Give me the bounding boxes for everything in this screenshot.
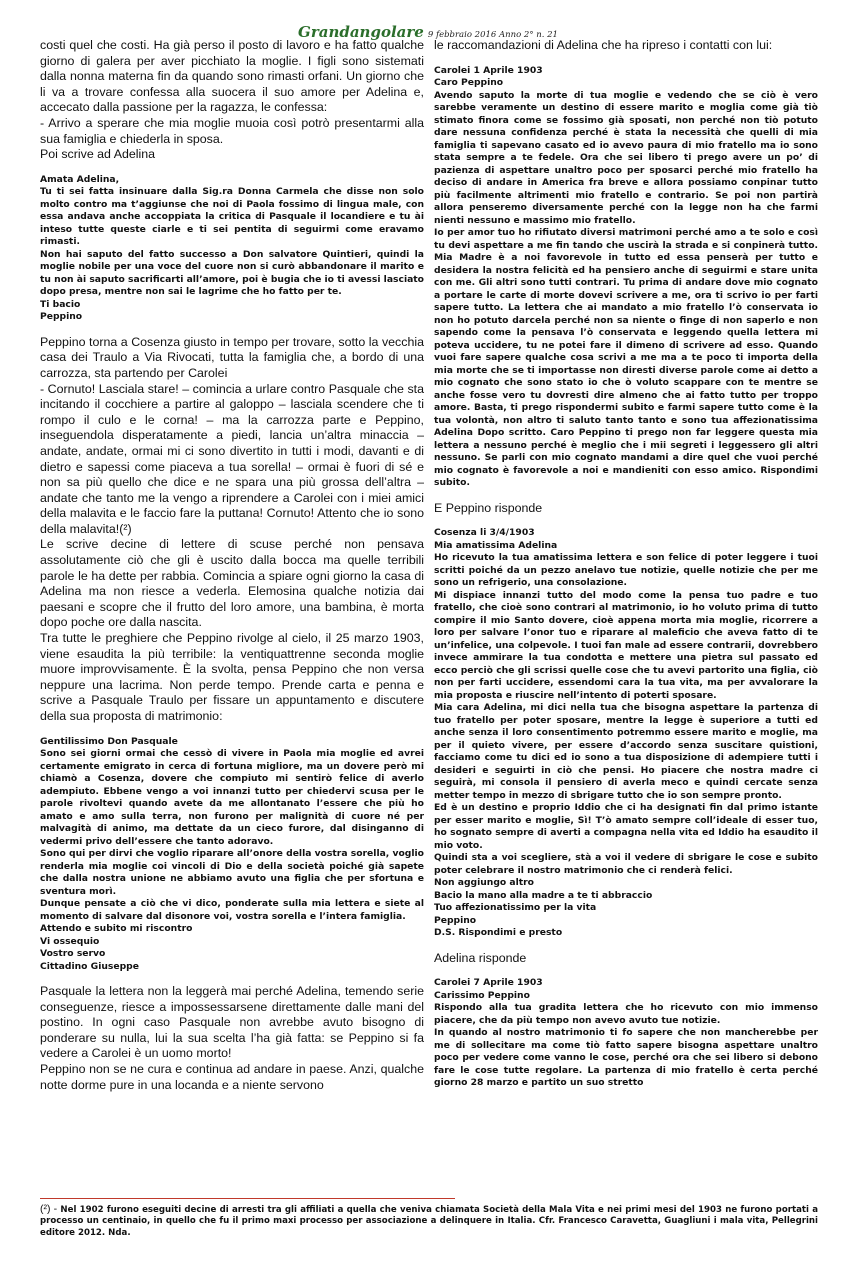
letter-paragraph: Vi ossequio (40, 935, 100, 947)
footnote-text: Nel 1902 furono eseguiti decine di arresti tra gli affiliati a quella che veniva chiamata Società della Mala Vita e nei primi mesi del 1903 ne furono portati a processo un centinaio, in quello che fu il primo maxi processo per associazione a delinquere in Italia. Cfr. Francesco Caravetta, Guagliuni i mala vita, Pellegrini editore 2012. Nda. (40, 1205, 818, 1238)
body-paragraph: Adelina risponde (434, 950, 527, 965)
letter-paragraph: Peppino (434, 914, 477, 926)
letter-paragraph: Ed è un destino e proprio Iddio che ci ha designati fin dal primo istante per esser marito e moglie, Sì! T’ò amato sempre coll’ideale di esser tuo, ho sognato sempre di averti a compagna nella vita ed Iddio ha esaudito il mio voto. (434, 802, 818, 851)
body-paragraph: - Cornuto! Lasciala stare! – comincia a urlare contro Pasquale che sta incitando il cocchiere a partire al galoppo – lasciala scendere che ti rompo il culo e le corna! – ma la carrozza parte e Peppino, inseguendola disperatamente a piedi, lancia un’altra minaccia – andate, andate, ormai mi ci sono divertito in tutti i modi, davanti e di dietro e sapessi come piaceva a tua sorella! – ormai è fuori di sé e non sa più quello che dice e ne spara una più grossa dell’altra – andate che tanto me la vengo a riprendere a Carolei con i miei amici della malavita e le faccio fare la puttana! Cornuto! Attento che io sono della malavita!(²) (40, 381, 424, 536)
magazine-title: Grandangolare (298, 23, 424, 41)
letter-paragraph: Cittadino Giuseppe (40, 960, 139, 972)
letter-paragraph: In quando al nostro matrimonio ti fo sapere che non mancherebbe per me di sollecitare ma come tiò fatto sapere bisogna aspettare unaltro poco per vedere come vanno le cose, perché ora che sei libero si debono fare le cose tutte regolare. La partenza di mio fratello è certa perché giorno 28 marzo e partito un suo stretto (434, 1027, 818, 1089)
left-column (40, 38, 424, 1093)
body-paragraph: costi quel che costi. Ha già perso il posto di lavoro e ha fatto qualche giorno di galera per aver picchiato la moglie. I figli sono sistemati dalla nonna materna fin da quando sono rimasti orfani. Un giorno che li va a trovare confessa alla suocera il suo amore per Adelina e, accecato dalla passione per la ragazza, le confessa: (40, 38, 424, 115)
paragraph-gap (40, 725, 424, 736)
letter-paragraph: Ho ricevuto la tua amatissima lettera e son felice di poter leggere i tuoi scritti poiché da un pezzo anelavo tue notizie, quelle notizie che per me sono un refrigerio, una consolazione. (434, 552, 818, 589)
issue-info: 9 febbraio 2016 Anno 2° n. 21 (427, 30, 558, 40)
paragraph-gap (434, 940, 818, 951)
letter-paragraph: Io per amor tuo ho rifiutato diversi matrimoni perché amo a te solo e così tu devi aspettare a me fin tando che uscirà la strada e si conpinerà tutto. Mia Madre è a noi favorevole in tutto ed essa penserà per tutto e desidera la nostra felicità ed ha pensiero anche di seguirmi e stare unita con me. Gli altri sono tutti contrari. Tu prima di andare dove mio cognato a portare le carte di morte dovevi scrivere a me, ora ti scrivo io per farti sapere tutto. La lettera che ai mandato a mio fratello l’ò conservata io non ho potuto darcela perché non sa niente o finge di non saperlo e non sapendo come la pensava l’ò conservata e leggendo quella lettera mi poteva uccidere, tu ne potei fare il dimeno di scrivere ad esso. Quando vuoi fare sapere qualche cosa scrivi a me ma a te poco ti importa della mia morte che se ti importasse non diresti diverse parole come ai detto a mio cognato che sono stato io che ò voluto scappare con te mentre se anche fosse vero tu dovresti dire almeno che ai fatto tutto per troppo amore. Basta, ti prego rispondermi subito e farmi sapere tutto come è la tua volontà, non altro ti saluto tanto tanto e sono tua affezionatissima Adelina Dopo scritto. Caro Peppino ti prego non far leggere questa mia lettera a nessuno perché è meglio che i mii segreti i leggessero gli altri nessuno. Se parli con mio cognato mandami a dire quel che vuoi perché mio cognato è favorevole a noi e mandieniti con esso amico. Rispondimi subito. (434, 227, 818, 489)
letter-paragraph: Non aggiungo altro (434, 877, 534, 889)
body-paragraph: Peppino non se ne cura e continua ad andare in paese. Anzi, qualche notte dorme pure in una locanda e a niente servono (40, 1062, 424, 1092)
paragraph-gap (434, 490, 818, 501)
body-paragraph: Le scrive decine di lettere di scuse perché non pensava assolutamente ciò che gli è uscito dalla bocca ma quelle terribili parole le ha dette per rabbia. Comincia a spiare ogni giorno la casa di Adelina ma non riesce a vederla. Elemosina qualche notizia dai paesani e scopre che il frutto del loro amore, una bambina, è morta dopo poche ore dalla nascita. (40, 537, 424, 630)
body-paragraph: - Arrivo a sperare che mia moglie muoia così potrò presentarmi alla sua famiglia e chiederla in sposa. (40, 115, 424, 146)
paragraph-gap (434, 516, 818, 527)
paragraph-gap (40, 973, 424, 984)
letter-paragraph: Sono qui per dirvi che voglio riparare all’onore della vostra sorella, voglio renderla mia moglie coi vincoli di Dio e della società poiché già sapete che dalla nostra unione ne abbiamo avuto una figlia che per sfortuna e sventura morì. (40, 848, 424, 897)
body-paragraph: E Peppino risponde (434, 500, 543, 515)
letter-paragraph: Carolei 1 Aprile 1903 (434, 64, 543, 76)
letter-paragraph: Tuo affezionatissimo per la vita (434, 902, 597, 914)
letter-paragraph: Dunque pensate a ciò che vi dico, ponderate sulla mia lettera e siete al momento di salvare dal disonore voi, vostra sorella e l’intera famiglia. (40, 898, 424, 922)
letter-paragraph: Amata Adelina, (40, 173, 120, 185)
footnote-marker: (²) - (40, 1203, 58, 1215)
letter-paragraph: Vostro servo (40, 948, 106, 960)
letter-paragraph: Caro Peppino (434, 77, 504, 89)
letter-paragraph: Carissimo Peppino (434, 989, 530, 1001)
letter-paragraph: Attendo e subito mi riscontro (40, 923, 193, 935)
body-paragraph: Peppino torna a Cosenza giusto in tempo per trovare, sotto la vecchia casa dei Traulo a Via Rivocati, tutta la famiglia che, a bordo di una carrozza, sta partendo per Carolei (40, 334, 424, 380)
letter-paragraph: Quindi sta a voi scegliere, stà a voi il vedere di sbrigare le cose e subito poter celebrare il nostro matrimonio che ci renderà felici. (434, 852, 818, 876)
letter-paragraph: Non hai saputo del fatto successo a Don salvatore Quintieri, quindi la moglie nobile per una voce del cuore non si curò abbandonare il marito e tu non ài saputo sacrificarti all’amore, poi è bugia che io ti avessi lasciato dopo presa, mentre non sai le lagrime che ho fatto per te. (40, 248, 424, 298)
letter-paragraph: D.S. Rispondimi e presto (434, 927, 563, 939)
body-paragraph: Tra tutte le preghiere che Peppino rivolge al cielo, il 25 marzo 1903, viene esaudita la più terribile: la ventiquattrenne seconda moglie muore improvvisamente. È la svolta, pensa Peppino che non versa neppure una lacrima. Non perde tempo. Prende carta e penna e scrive a Pasquale Traulo per fissare un appuntamento e discutere della sua proposta di matrimonio: (40, 631, 424, 723)
letter-paragraph: Mia cara Adelina, mi dici nella tua che bisogna aspettare la partenza di tuo fratello per poter sposare, mentre la legge è superiore a tutti ed anche senza il loro consentimento potremmo essere marito e moglie, ma per il quieto vivere, per essere d’accordo senza suscitare quistioni, facciamo come tu dici ed io sono a tua disposizione di adempiere tutti i desideri e seguirti in ciò che pensi. Ho piacere che nostra madre ci seguirà, mi consola il pensiero di averla meco e quindi cercate senza metter tempo in mezzo di sbrigare tutto che io son sempre pronto. (434, 702, 818, 801)
letter-paragraph: Cosenza li 3/4/1903 (434, 527, 535, 539)
letter-paragraph: Sono sei giorni ormai che cessò di vivere in Paola mia moglie ed avrei certamente emigrato in cerca di fortuna migliore, ma un dovere però mi chiamò a Cosenza, dovere che compiuto mi sentirò felice di averlo adempiuto. Ebbene vengo a voi innanzi tutto per chiedervi scusa per le parole rivoltevi quando avete da me allontanato l’essere che più ho amato e amo sulla terra, non furono per malignità di cuore né per malvagità di animo, ma dettate da un cieco furore, dal disinganno di vedermi privo dell’essere che tanto adoravo. (40, 748, 424, 847)
letter-paragraph: Carolei 7 Aprile 1903 (434, 977, 543, 989)
paragraph-gap (40, 163, 424, 174)
paragraph-gap (434, 54, 818, 65)
right-column (434, 38, 818, 1090)
letter-paragraph: Ti bacio (40, 298, 81, 310)
paragraph-gap (434, 966, 818, 977)
letter-paragraph: Peppino (40, 311, 83, 323)
letter-paragraph: Bacio la mano alla madre a te ti abbraccio (434, 889, 653, 901)
footnote-divider (40, 1198, 455, 1199)
footnote (40, 1204, 818, 1239)
letter-paragraph: Mia amatissima Adelina (434, 539, 558, 551)
letter-paragraph: Gentilissimo Don Pasquale (40, 735, 178, 747)
letter-paragraph: Mi dispiace innanzi tutto del modo come la pensa tuo padre e tuo fratello, che cioè sono contrari al matrimonio, io ho voluto prima di tutto compire il mio Santo dovere, cioè appena morta mia moglie, ricorrere a loro per salvare l’onor tuo e riparare al maleficio che aveva fatto di te un’infelice, una colpevole. I tuoi fan male ad essere contrarii, dovrebbero invece ammirare la tua condotta e mettere una pietra sul passato ed ecco perciò che gli scrissi quelle cose che tu avevi partorito una figlia, ciò non per farti uccidere, essendomi cara la tua vita, ma per avvalorare la mia proposta e riuscire nell’intento di poterti sposare. (434, 589, 818, 701)
letter-paragraph: Avendo saputo la morte di tua moglie e vedendo che se ciò è vero sarebbe veramente un destino di essere marito e moglia come già tiò stimato finora come se fossimo già sposati, non perché non tiò potuto dare nessuna confidenza perché è stata la necessità che quelli di mia famiglia ti sapevano casato ed io avevo paura di mio fratello ma io sono stata sempre a te fedele. Ora che sei libero ti prego avere un po’ di pazienza di aspettare unaltro poco per sposarci perché mio fratello ha deciso di andare in America fra breve e allora possiamo conpinar tutto più facilmente altrimenti mio fratello e contrario. Se poi non partirà allora penseremo diversamente perché con la legge non ha che farmi nienti nessuno e massimo mio fratello. (434, 89, 818, 226)
body-paragraph: Poi scrive ad Adelina (40, 147, 156, 162)
letter-paragraph: Tu ti sei fatta insinuare dalla Sig.ra Donna Carmela che disse non solo molto contro ma t’aggiunse che noi di Paola fossimo di lingua male, con essa andava anche accoppiata la critica di Pasquale il locandiere e tu ài inteso tutte queste ciarle e ti sei pentita di seguirmi come eravamo rimasti. (40, 186, 424, 248)
body-paragraph: Pasquale la lettera non la leggerà mai perché Adelina, temendo serie conseguenze, riesce a impossessarsene direttamente dalle mani del postino. In ogni caso Pasquale non avrebbe avuto bisogno di ponderare su nulla, lui la sua scelta l’ha già fatta: se Peppino si fa vedere a Carolei è un uomo morto! (40, 984, 424, 1061)
paragraph-gap (40, 324, 424, 335)
body-paragraph: le raccomandazioni di Adelina che ha ripreso i contatti con lui: (434, 38, 773, 52)
letter-paragraph: Rispondo alla tua gradita lettera che ho ricevuto con mio immenso piacere, che da più tempo non avevo avuto tue notizie. (434, 1002, 818, 1026)
